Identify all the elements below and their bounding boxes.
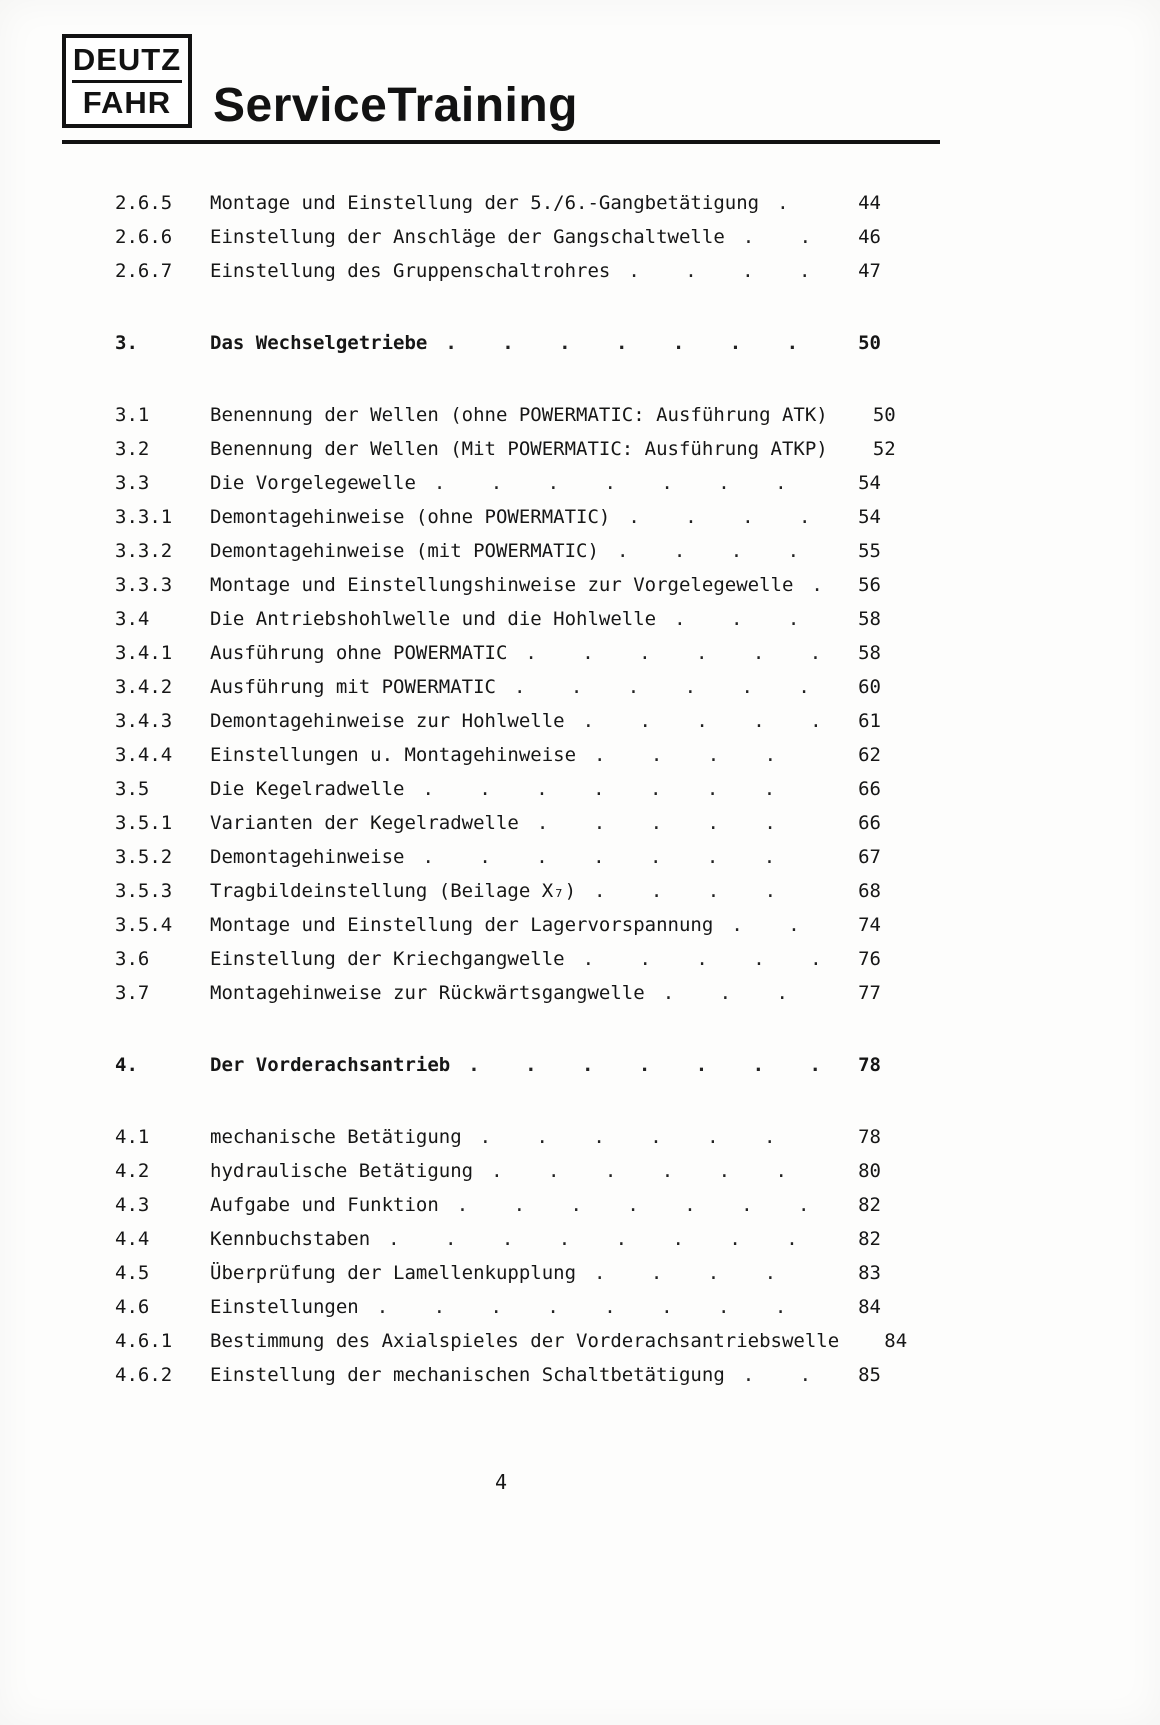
toc-entry xyxy=(115,636,881,670)
toc-entry-page: 85 xyxy=(858,1364,881,1386)
toc-entry xyxy=(115,738,881,772)
dot-leader: . . . . . . . . xyxy=(388,1228,798,1250)
toc-entry-page: 66 xyxy=(858,778,881,800)
toc-entry xyxy=(115,1120,881,1154)
toc-entry-page: 83 xyxy=(858,1262,881,1284)
toc-entry-page: 66 xyxy=(858,812,881,834)
dot-leader: . . . . xyxy=(594,744,777,766)
toc-entry-number: 3. xyxy=(115,332,138,354)
toc-entry-title: Einstellung des Gruppenschaltrohres xyxy=(210,260,611,282)
logo-divider xyxy=(72,80,182,83)
dot-leader: . . . . xyxy=(628,506,811,528)
toc-entry-page: 62 xyxy=(858,744,881,766)
dot-leader: . . . xyxy=(662,982,788,1004)
toc-entry xyxy=(115,908,881,942)
toc-entry-number: 3.3.1 xyxy=(115,506,173,528)
toc-entry xyxy=(115,534,881,568)
toc-entry-title: Die Antriebshohlwelle und die Hohlwelle xyxy=(210,608,657,630)
toc-entry-title: Aufgabe und Funktion xyxy=(210,1194,439,1216)
toc-entry-number: 3.5.3 xyxy=(115,880,173,902)
deutz-fahr-logo xyxy=(62,34,192,128)
toc-entry-page: 61 xyxy=(858,710,881,732)
toc-entry xyxy=(115,1358,881,1392)
table-of-contents xyxy=(115,186,908,1392)
toc-entry-page: 50 xyxy=(858,332,881,354)
page-title: ServiceTraining xyxy=(213,79,578,132)
toc-entry-title: Montage und Einstellung der Lagervorspannung xyxy=(210,914,714,936)
toc-entry-title: Demontagehinweise xyxy=(210,846,405,868)
toc-entry-number: 3.3.2 xyxy=(115,540,173,562)
toc-entry-number: 4. xyxy=(115,1054,138,1076)
dot-leader: . . . . . . . xyxy=(422,846,776,868)
toc-entry-page: 84 xyxy=(858,1296,881,1318)
toc-entry-number: 3.4 xyxy=(115,608,150,630)
toc-entry xyxy=(115,806,881,840)
dot-leader: . . . . . . . xyxy=(433,472,787,494)
toc-entry-page: 67 xyxy=(858,846,881,868)
toc-entry-number: 3.5.2 xyxy=(115,846,173,868)
toc-entry xyxy=(115,942,881,976)
dot-leader: . . . . xyxy=(594,1262,777,1284)
toc-entry-page: 68 xyxy=(858,880,881,902)
logo-word-top: DEUTZ xyxy=(72,41,182,77)
toc-entry-title: Der Vorderachsantrieb xyxy=(210,1054,451,1076)
toc-entry-number: 2.6.6 xyxy=(115,226,173,248)
dot-leader: . . . . . . . xyxy=(422,778,776,800)
toc-entry-title: Benennung der Wellen (Mit POWERMATIC: Ausführung ATKP) xyxy=(210,438,828,460)
toc-entry-title: Einstellungen xyxy=(210,1296,359,1318)
toc-entry-page: 47 xyxy=(858,260,881,282)
toc-entry-number: 4.3 xyxy=(115,1194,150,1216)
toc-entry-title: Montage und Einstellung der 5./6.-Gangbetätigung xyxy=(210,192,760,214)
toc-entry-number: 3.7 xyxy=(115,982,150,1004)
toc-entry-page: 74 xyxy=(858,914,881,936)
toc-entry-title: Demontagehinweise (ohne POWERMATIC) xyxy=(210,506,611,528)
toc-entry-page: 52 xyxy=(872,438,896,460)
toc-entry-page: 76 xyxy=(858,948,881,970)
dot-leader: . . . . xyxy=(616,540,800,562)
toc-entry-title: hydraulische Betätigung xyxy=(210,1160,474,1182)
toc-entry-title: Bestimmung des Axialspieles der Vorderachsantriebswelle xyxy=(210,1330,840,1352)
toc-entry xyxy=(115,976,881,1010)
dot-leader: . . . . . . xyxy=(491,1160,787,1182)
footer-page-number: 4 xyxy=(494,1470,508,1494)
header-rule xyxy=(62,140,940,144)
toc-entry-page: 82 xyxy=(858,1228,881,1250)
toc-entry-title: Benennung der Wellen (ohne POWERMATIC: Ausführung ATK) xyxy=(210,404,828,426)
toc-entry-page: 55 xyxy=(858,540,881,562)
toc-entry xyxy=(115,840,881,874)
toc-entry-page: 50 xyxy=(872,404,896,426)
toc-entry-page: 80 xyxy=(858,1160,881,1182)
dot-leader: . xyxy=(777,192,789,214)
toc-entry-number: 4.2 xyxy=(115,1160,150,1182)
toc-entry-page: 77 xyxy=(858,982,881,1004)
toc-entry-number: 3.2 xyxy=(115,438,150,460)
toc-entry-title: Montagehinweise zur Rückwärtsgangwelle xyxy=(210,982,645,1004)
dot-leader: . . . . . . . xyxy=(468,1054,821,1076)
toc-entry-page: 54 xyxy=(858,472,881,494)
dot-leader: . . . . . . . xyxy=(445,332,799,354)
dot-leader: . . . . . xyxy=(536,812,776,834)
dot-leader: . . . . xyxy=(594,880,777,902)
dot-leader: . . . . . xyxy=(582,710,822,732)
toc-entry-title: Demontagehinweise (mit POWERMATIC) xyxy=(210,540,599,562)
toc-entry xyxy=(115,1048,881,1082)
toc-entry xyxy=(115,772,881,806)
toc-entry xyxy=(115,398,896,432)
toc-entry-page: 54 xyxy=(858,506,881,528)
toc-entry xyxy=(115,432,896,466)
toc-entry-page: 84 xyxy=(884,1330,908,1352)
dot-leader: . . xyxy=(742,1364,812,1386)
toc-entry-number: 3.5.1 xyxy=(115,812,173,834)
dot-leader: . . . . . . . . xyxy=(376,1296,787,1318)
toc-entry-number: 4.5 xyxy=(115,1262,150,1284)
toc-entry-number: 2.6.5 xyxy=(115,192,173,214)
toc-entry-number: 3.4.3 xyxy=(115,710,173,732)
toc-entry-page: 78 xyxy=(858,1126,881,1148)
dot-leader: . . xyxy=(742,226,812,248)
toc-entry xyxy=(115,704,881,738)
toc-entry-page: 78 xyxy=(858,1054,881,1076)
toc-entry-title: mechanische Betätigung xyxy=(210,1126,462,1148)
dot-leader: . . . . . . . xyxy=(456,1194,810,1216)
toc-entry-number: 3.3.3 xyxy=(115,574,173,596)
toc-entry-number: 4.1 xyxy=(115,1126,150,1148)
toc-entry-page: 46 xyxy=(858,226,881,248)
dot-leader: . . . xyxy=(674,608,800,630)
toc-entry-page: 56 xyxy=(858,574,881,596)
toc-entry-number: 3.3 xyxy=(115,472,150,494)
toc-entry xyxy=(115,670,881,704)
toc-entry-page: 82 xyxy=(858,1194,881,1216)
logo-word-bottom: FAHR xyxy=(82,84,172,120)
toc-entry-number: 3.5.4 xyxy=(115,914,173,936)
toc-entry xyxy=(115,1154,881,1188)
toc-entry xyxy=(115,568,881,602)
dot-leader: . . . . xyxy=(628,260,811,282)
toc-entry xyxy=(115,254,881,288)
toc-entry-title: Einstellungen u. Montagehinweise xyxy=(210,744,577,766)
toc-entry xyxy=(115,602,881,636)
dot-leader: . xyxy=(811,574,823,596)
toc-entry-title: Einstellung der Anschläge der Gangschaltwelle xyxy=(210,226,725,248)
toc-entry-title: Tragbildeinstellung (Beilage X₇) xyxy=(210,880,577,902)
dot-leader: . . . . . . xyxy=(479,1126,776,1148)
toc-entry-page: 58 xyxy=(858,608,881,630)
toc-entry xyxy=(115,874,881,908)
toc-entry-number: 4.6 xyxy=(115,1296,150,1318)
toc-entry-number: 4.6.1 xyxy=(115,1330,173,1352)
dot-leader: . . . . . . xyxy=(525,642,822,664)
toc-entry xyxy=(115,466,881,500)
toc-entry-title: Ausführung ohne POWERMATIC xyxy=(210,642,508,664)
toc-entry-title: Demontagehinweise zur Hohlwelle xyxy=(210,710,565,732)
toc-entry xyxy=(115,1256,881,1290)
toc-entry-number: 3.4.1 xyxy=(115,642,173,664)
toc-entry-number: 4.4 xyxy=(115,1228,150,1250)
toc-entry-number: 3.6 xyxy=(115,948,150,970)
toc-entry-page: 58 xyxy=(858,642,881,664)
toc-entry-title: Die Kegelradwelle xyxy=(210,778,405,800)
toc-entry-title: Ausführung mit POWERMATIC xyxy=(210,676,496,698)
toc-entry xyxy=(115,1290,881,1324)
toc-entry-title: Das Wechselgetriebe xyxy=(210,332,428,354)
dot-leader: . . . . . . xyxy=(513,676,810,698)
toc-entry-title: Varianten der Kegelradwelle xyxy=(210,812,519,834)
toc-entry xyxy=(115,186,881,220)
toc-entry-page: 60 xyxy=(858,676,881,698)
toc-entry-number: 4.6.2 xyxy=(115,1364,173,1386)
toc-entry-number: 3.4.4 xyxy=(115,744,173,766)
toc-entry-title: Überprüfung der Lamellenkupplung xyxy=(210,1262,577,1284)
toc-entry-title: Montage und Einstellungshinweise zur Vorgelegewelle xyxy=(210,574,794,596)
toc-entry xyxy=(115,220,881,254)
toc-entry-title: Die Vorgelegewelle xyxy=(210,472,416,494)
toc-entry-number: 3.4.2 xyxy=(115,676,173,698)
toc-entry xyxy=(115,1222,881,1256)
toc-entry-title: Einstellung der Kriechgangwelle xyxy=(210,948,565,970)
toc-entry-number: 2.6.7 xyxy=(115,260,173,282)
toc-entry xyxy=(115,1324,908,1358)
toc-entry-number: 3.5 xyxy=(115,778,150,800)
toc-entry xyxy=(115,326,881,360)
dot-leader: . . xyxy=(731,914,800,936)
toc-entry-number: 3.1 xyxy=(115,404,150,426)
toc-entry-title: Kennbuchstaben xyxy=(210,1228,371,1250)
toc-entry-title: Einstellung der mechanischen Schaltbetätigung xyxy=(210,1364,725,1386)
toc-entry xyxy=(115,1188,881,1222)
toc-entry xyxy=(115,500,881,534)
toc-entry-page: 44 xyxy=(858,192,881,214)
dot-leader: . . . . . xyxy=(582,948,822,970)
